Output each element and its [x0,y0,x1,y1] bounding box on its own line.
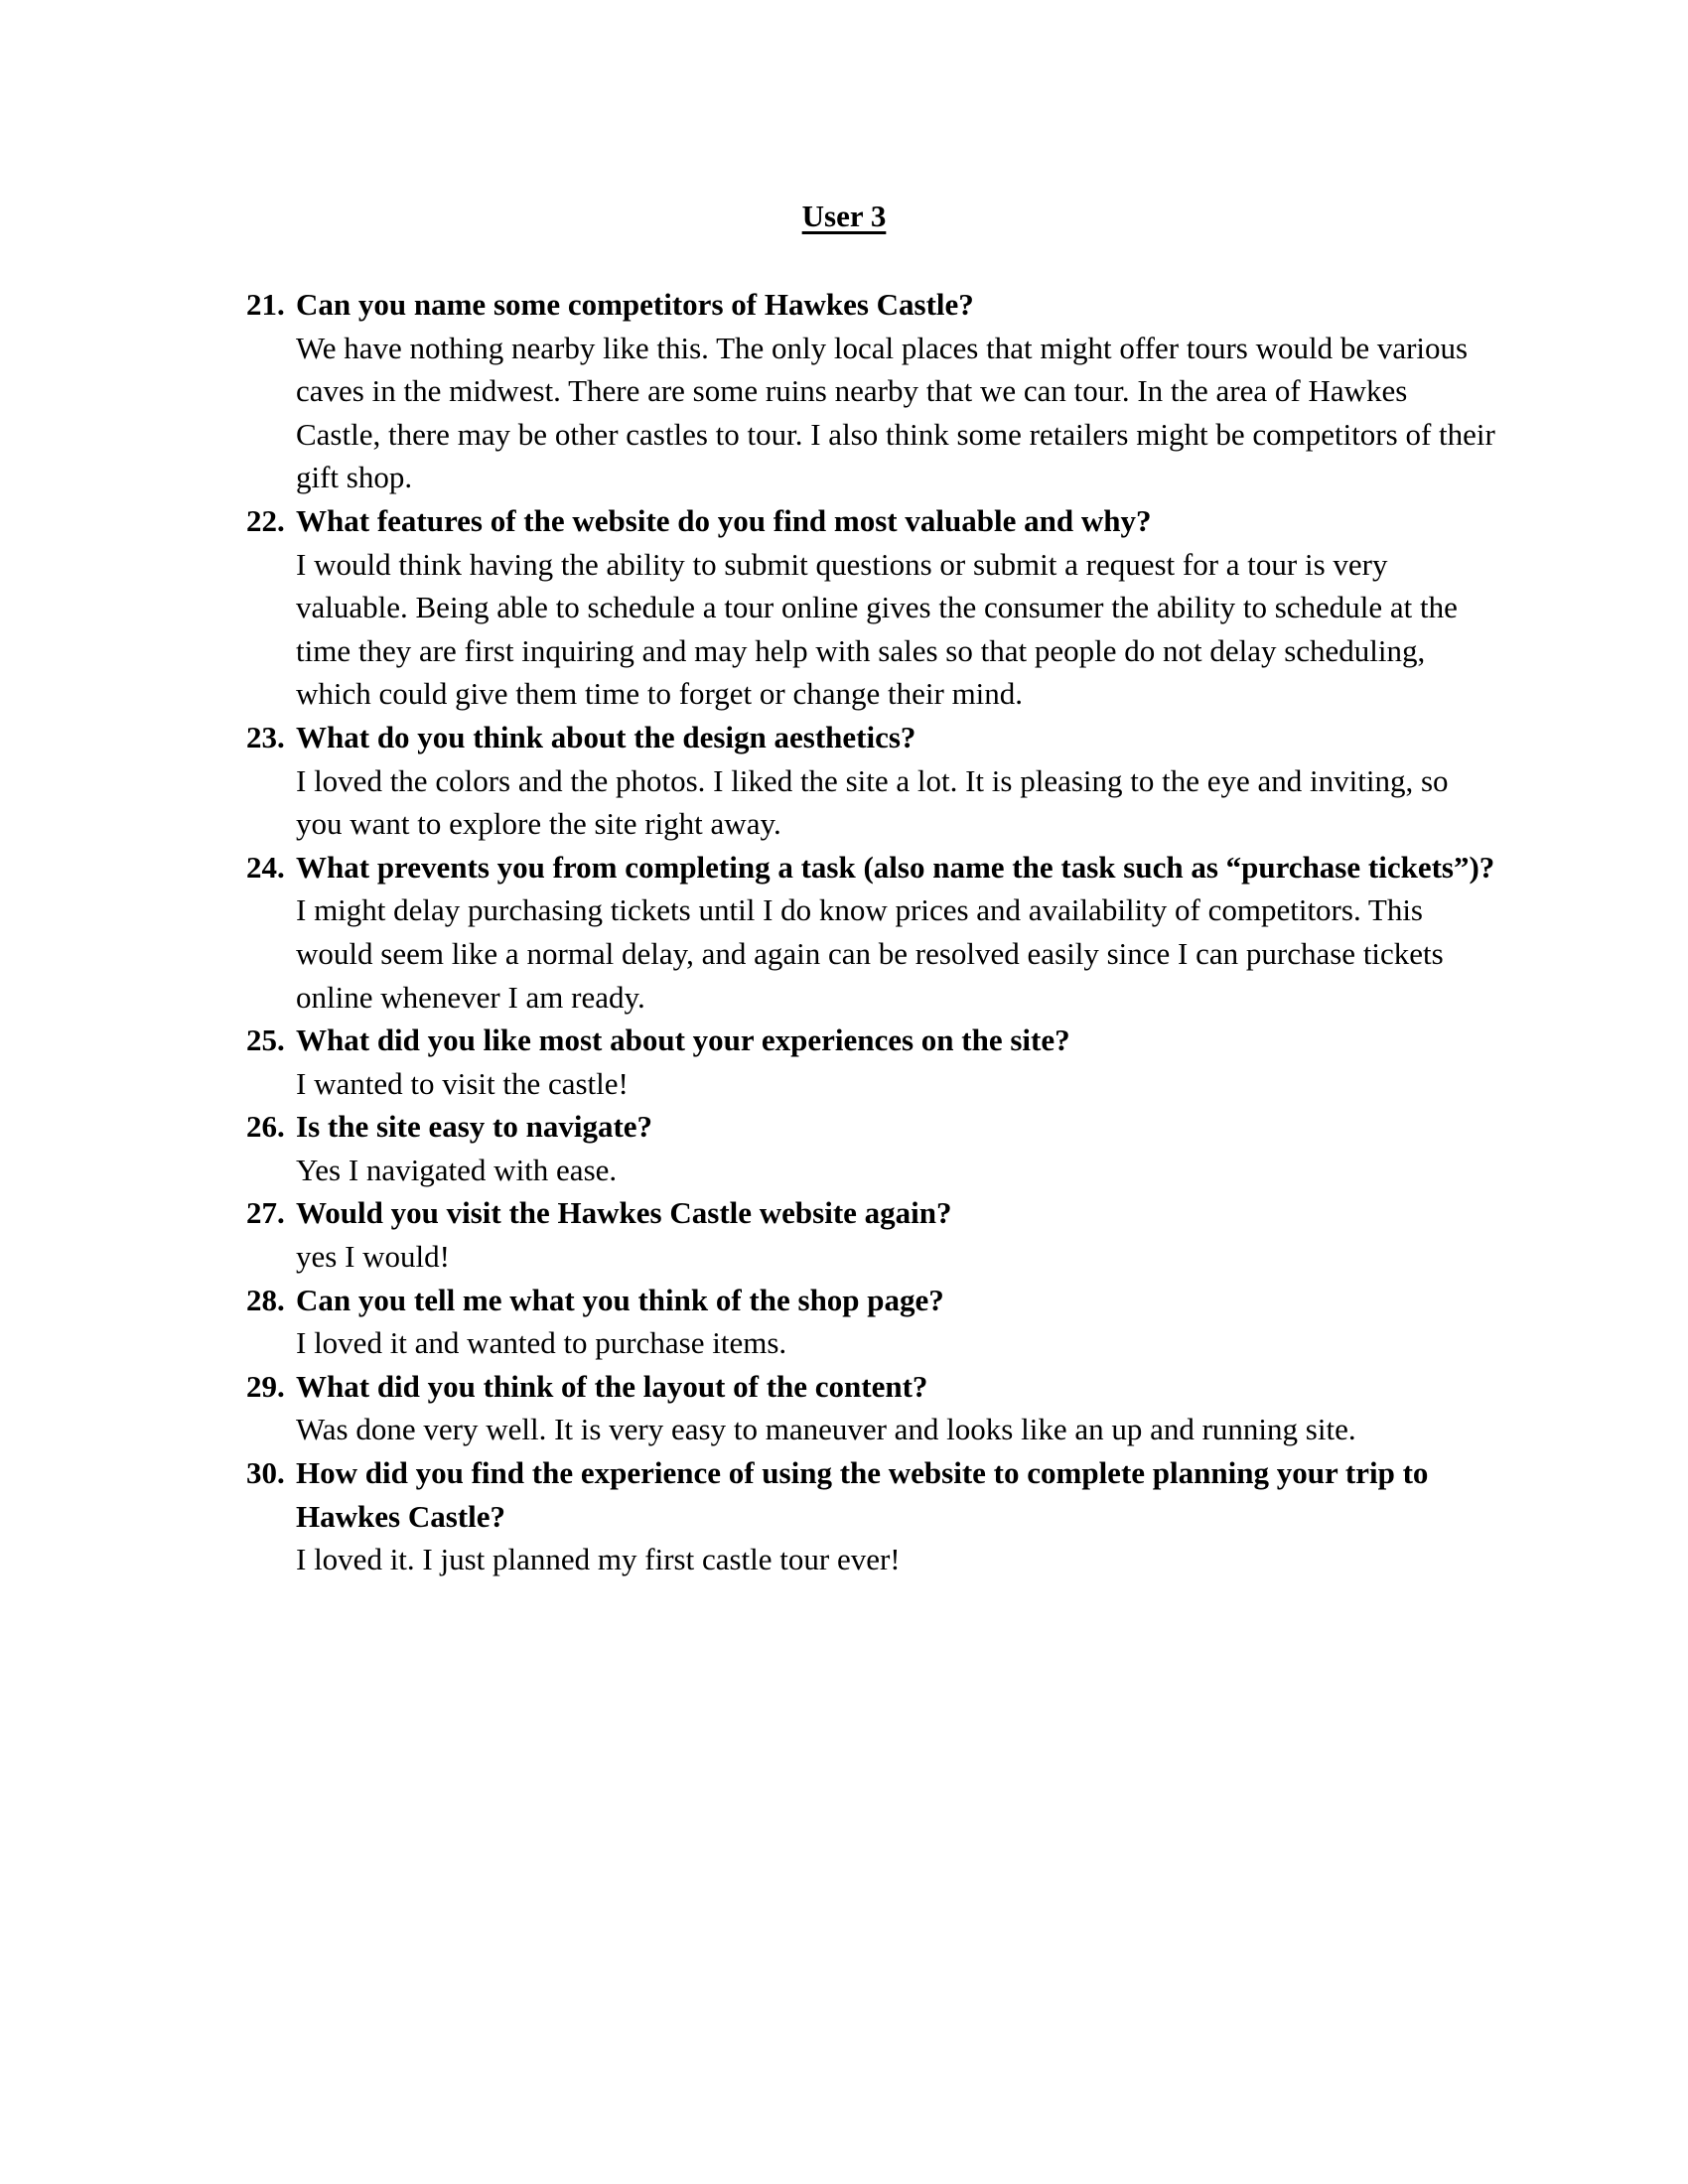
question-text: What did you like most about your experiences on the site? [296,1023,1070,1058]
question-number: 30. [246,1455,285,1491]
question-item-27 [246,1191,1497,1278]
question-number: 27. [246,1195,285,1231]
page-title: User 3 [801,199,887,233]
question-item-29 [246,1365,1497,1451]
question-text: Is the site easy to navigate? [296,1109,653,1145]
question-text: What features of the website do you find most valuable and why? [296,502,1152,538]
question-number: 26. [246,1109,285,1145]
answer-text: I loved it and wanted to purchase items. [296,1325,787,1361]
question-number: 23. [246,719,285,754]
question-item-25 [246,1019,1497,1105]
question-number: 22. [246,502,285,538]
question-number: 24. [246,849,285,885]
question-list [246,283,1497,1581]
answer-text: I would think having the ability to submit questions or submit a request for a tour is very valuable. Being able to schedule a tour online gives the consumer the ability to schedule at the time they are first inquiring and may help with sales so that people do not delay scheduling, which could give them time to forget or change their mind. [296,546,1458,712]
question-item-28 [246,1279,1497,1365]
question-item-22 [246,499,1497,716]
answer-text: Was done very well. It is very easy to maneuver and looks like an up and running site. [296,1412,1356,1447]
question-item-23 [246,716,1497,846]
answer-text: Yes I navigated with ease. [296,1152,618,1187]
answer-text: I loved the colors and the photos. I liked the site a lot. It is pleasing to the eye and inviting, so you want to explore the site right away. [296,762,1449,842]
answer-text: yes I would! [296,1239,450,1275]
question-text: What do you think about the design aesthetics? [296,719,916,754]
answer-text: I might delay purchasing tickets until I do know prices and availability of competitors. This would seem like a normal delay, and again can be resolved easily since I can purchase tickets online whenever I am ready. [296,892,1444,1015]
question-text: What prevents you from completing a task (also name the task such as “purchase tickets”)? [296,849,1495,885]
question-text: Can you tell me what you think of the shop page? [296,1282,944,1317]
question-item-21 [246,283,1497,499]
question-number: 25. [246,1023,285,1058]
answer-text: We have nothing nearby like this. The only local places that might offer tours would be various caves in the midwest. There are some ruins nearby that we can tour. In the area of Hawkes Castle, there may be other castles to tour. I also think some retailers might be competitors of their gift shop. [296,330,1495,495]
answer-text: I wanted to visit the castle! [296,1065,629,1101]
question-text: How did you find the experience of using the website to complete planning your trip to Hawkes Castle? [296,1455,1429,1534]
question-text: Can you name some competitors of Hawkes Castle? [296,287,974,322]
question-number: 21. [246,287,285,322]
question-item-26 [246,1105,1497,1191]
question-text: Would you visit the Hawkes Castle website again? [296,1195,952,1231]
question-number: 28. [246,1282,285,1317]
question-item-24 [246,846,1497,1019]
answer-text: I loved it. I just planned my first castle tour ever! [296,1542,901,1577]
question-item-30 [246,1451,1497,1581]
question-number: 29. [246,1368,285,1404]
question-text: What did you think of the layout of the content? [296,1368,928,1404]
